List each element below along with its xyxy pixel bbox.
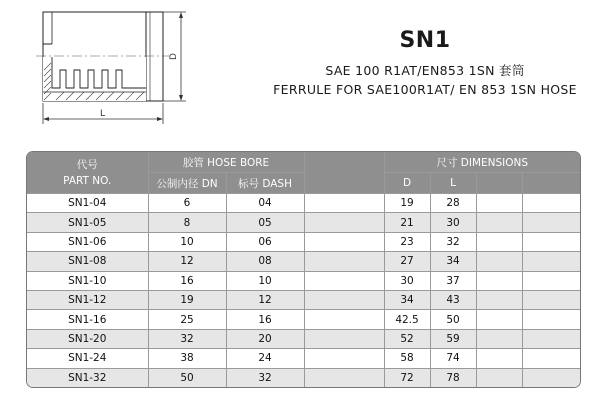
cell-l: 78: [430, 368, 476, 387]
dimension-label-d: D: [169, 53, 179, 60]
cell-part: SN1-04: [27, 194, 148, 213]
cell-blank: [476, 271, 522, 290]
cell-d: 72: [384, 368, 430, 387]
cell-l: 34: [430, 252, 476, 271]
cell-blank: [476, 310, 522, 329]
cell-blank: [304, 271, 384, 290]
table-row: [27, 349, 580, 368]
cell-blank: [522, 252, 580, 271]
cell-l: 37: [430, 271, 476, 290]
header-part-cn: 代号: [76, 158, 98, 171]
cell-part: SN1-24: [27, 349, 148, 368]
table-row: [27, 252, 580, 271]
cell-d: 30: [384, 271, 430, 290]
header-part-no: [27, 152, 148, 194]
cell-dash: 06: [226, 232, 304, 251]
cell-blank: [522, 213, 580, 232]
cell-blank: [304, 290, 384, 309]
cell-part: SN1-12: [27, 290, 148, 309]
header-blank-3: [522, 173, 580, 194]
cell-dn: 25: [148, 310, 226, 329]
cell-d: 52: [384, 329, 430, 348]
cell-dn: 16: [148, 271, 226, 290]
cell-part: SN1-06: [27, 232, 148, 251]
cell-l: 59: [430, 329, 476, 348]
cell-dn: 19: [148, 290, 226, 309]
cell-blank: [304, 213, 384, 232]
cell-dn: 10: [148, 232, 226, 251]
cell-dn: 6: [148, 194, 226, 213]
cell-d: 21: [384, 213, 430, 232]
cell-l: 50: [430, 310, 476, 329]
header-blank-1: [304, 152, 384, 194]
cell-l: 28: [430, 194, 476, 213]
model-title: SN1: [399, 28, 451, 53]
cell-d: 42.5: [384, 310, 430, 329]
header-dash: 标号 DASH: [226, 173, 304, 194]
cell-part: SN1-16: [27, 310, 148, 329]
spec-table: [27, 152, 580, 387]
dimension-label-l: L: [100, 109, 106, 119]
cell-blank: [476, 252, 522, 271]
cell-blank: [304, 368, 384, 387]
title-block: [250, 28, 600, 99]
table-row: [27, 310, 580, 329]
cell-blank: [522, 349, 580, 368]
cell-d: 27: [384, 252, 430, 271]
header-hose-bore: 胶管 HOSE BORE: [148, 152, 304, 173]
cell-dn: 12: [148, 252, 226, 271]
cell-blank: [304, 329, 384, 348]
spec-table-frame: [26, 151, 581, 388]
cell-part: SN1-32: [27, 368, 148, 387]
cell-dash: 16: [226, 310, 304, 329]
cell-dash: 10: [226, 271, 304, 290]
cell-dash: 20: [226, 329, 304, 348]
cell-blank: [522, 329, 580, 348]
cell-blank: [476, 329, 522, 348]
cell-dash: 24: [226, 349, 304, 368]
cell-l: 32: [430, 232, 476, 251]
cell-blank: [304, 194, 384, 213]
cell-dn: 32: [148, 329, 226, 348]
cell-d: 58: [384, 349, 430, 368]
cell-part: SN1-05: [27, 213, 148, 232]
table-row: [27, 368, 580, 387]
cell-dash: 12: [226, 290, 304, 309]
cell-d: 34: [384, 290, 430, 309]
cell-blank: [476, 368, 522, 387]
table-row: [27, 232, 580, 251]
subtitle-cn: SAE 100 R1AT/EN853 1SN 套筒: [325, 63, 525, 78]
cell-l: 74: [430, 349, 476, 368]
cell-blank: [476, 213, 522, 232]
header-part-en: PART NO.: [63, 174, 112, 187]
table-row: [27, 271, 580, 290]
subtitle-en: FERRULE FOR SAE100R1AT/ EN 853 1SN HOSE: [273, 82, 577, 97]
ferrule-drawing: [0, 0, 240, 135]
cell-dash: 04: [226, 194, 304, 213]
header-d: D: [384, 173, 430, 194]
table-row: [27, 329, 580, 348]
cell-blank: [522, 368, 580, 387]
cell-blank: [304, 252, 384, 271]
cell-dash: 05: [226, 213, 304, 232]
cell-l: 30: [430, 213, 476, 232]
table-row: [27, 194, 580, 213]
cell-dn: 38: [148, 349, 226, 368]
cell-blank: [522, 271, 580, 290]
cell-dash: 32: [226, 368, 304, 387]
cell-part: SN1-20: [27, 329, 148, 348]
cell-blank: [522, 290, 580, 309]
cell-blank: [522, 310, 580, 329]
cell-blank: [304, 232, 384, 251]
cell-dn: 8: [148, 213, 226, 232]
cell-blank: [304, 349, 384, 368]
cell-blank: [522, 194, 580, 213]
cell-d: 19: [384, 194, 430, 213]
header-dimensions: 尺寸 DIMENSIONS: [384, 152, 580, 173]
cell-blank: [476, 232, 522, 251]
cell-dn: 50: [148, 368, 226, 387]
header-l: L: [430, 173, 476, 194]
cell-blank: [522, 232, 580, 251]
cell-blank: [476, 349, 522, 368]
cell-dash: 08: [226, 252, 304, 271]
table-row: [27, 213, 580, 232]
table-row: [27, 290, 580, 309]
cell-part: SN1-08: [27, 252, 148, 271]
cell-blank: [304, 310, 384, 329]
cell-l: 43: [430, 290, 476, 309]
header-blank-2: [476, 173, 522, 194]
cell-blank: [476, 290, 522, 309]
cell-blank: [476, 194, 522, 213]
cell-d: 23: [384, 232, 430, 251]
cell-part: SN1-10: [27, 271, 148, 290]
header-dn: 公制内径 DN: [148, 173, 226, 194]
